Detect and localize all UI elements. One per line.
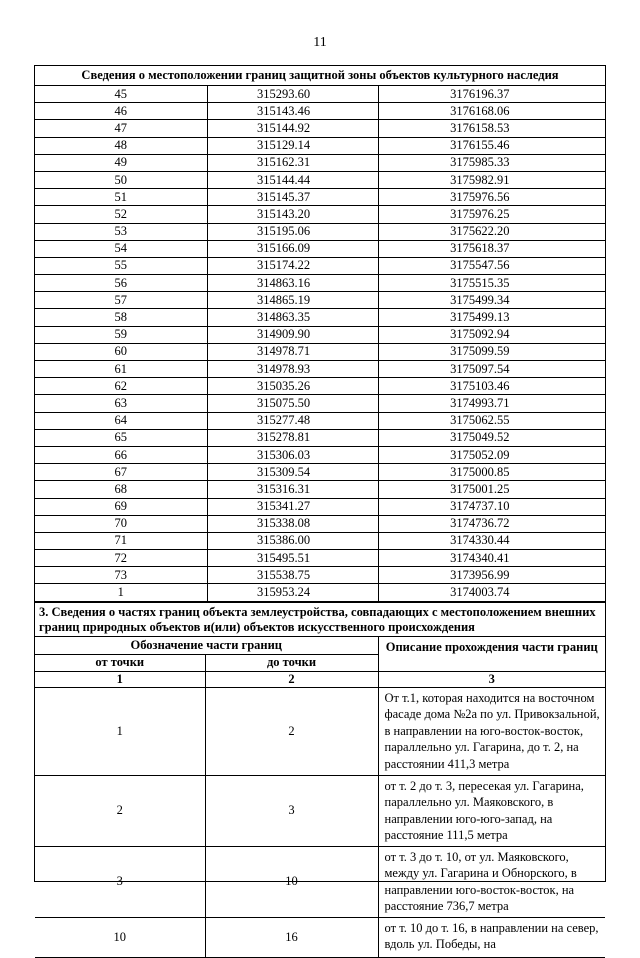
coordinate-row	[35, 309, 605, 326]
point-number: 49	[35, 154, 207, 171]
coordinate-x: 315143.20	[207, 206, 378, 223]
column-number-3: 3	[378, 671, 605, 687]
to-point: 10	[205, 846, 378, 917]
point-number: 60	[35, 343, 207, 360]
coordinate-row	[35, 446, 605, 463]
coordinate-x: 314865.19	[207, 292, 378, 309]
coordinate-row	[35, 326, 605, 343]
coordinate-y: 3175976.56	[378, 189, 605, 206]
point-number: 56	[35, 275, 207, 292]
section1-title: Сведения о местоположении границ защитной зоны объектов культурного наследия	[35, 66, 605, 86]
point-number: 55	[35, 257, 207, 274]
point-number: 68	[35, 481, 207, 498]
column-number-2: 2	[205, 671, 378, 687]
point-number: 57	[35, 292, 207, 309]
coordinate-y: 3174736.72	[378, 515, 605, 532]
coordinate-y: 3175000.85	[378, 464, 605, 481]
coordinate-row	[35, 103, 605, 120]
coordinate-x: 315293.60	[207, 86, 378, 103]
point-number: 70	[35, 515, 207, 532]
coordinate-row	[35, 481, 605, 498]
coordinate-x: 315277.48	[207, 412, 378, 429]
coordinate-row	[35, 86, 605, 103]
coordinate-row	[35, 550, 605, 567]
point-number: 62	[35, 378, 207, 395]
coordinate-y: 3175103.46	[378, 378, 605, 395]
coordinate-y: 3175049.52	[378, 429, 605, 446]
coordinate-y: 3175618.37	[378, 240, 605, 257]
point-number: 72	[35, 550, 207, 567]
coordinate-row	[35, 395, 605, 412]
boundary-description: от т. 3 до т. 10, от ул. Маяковского, между ул. Гагарина и Обнорского, в направлении юго-восток-восток, на расстояние 736,7 метра	[378, 846, 605, 917]
point-number: 73	[35, 567, 207, 584]
point-number: 47	[35, 120, 207, 137]
coordinate-y: 3175976.25	[378, 206, 605, 223]
boundary-part-row	[35, 687, 605, 775]
boundary-description: от т. 10 до т. 16, в направлении на север, вдоль ул. Победы, на	[378, 917, 605, 957]
coordinate-x: 314863.16	[207, 275, 378, 292]
header-description: Описание прохождения части границ	[378, 636, 605, 671]
point-number: 61	[35, 361, 207, 378]
coordinate-row	[35, 532, 605, 549]
coordinate-row	[35, 257, 605, 274]
coordinate-x: 315306.03	[207, 446, 378, 463]
point-number: 46	[35, 103, 207, 120]
coordinate-row	[35, 206, 605, 223]
coordinate-row	[35, 275, 605, 292]
coordinate-y: 3173956.99	[378, 567, 605, 584]
point-number: 58	[35, 309, 207, 326]
coordinate-x: 315075.50	[207, 395, 378, 412]
coordinate-y: 3175097.54	[378, 361, 605, 378]
coordinate-row	[35, 378, 605, 395]
coordinate-x: 315338.08	[207, 515, 378, 532]
coordinate-x: 315144.44	[207, 171, 378, 188]
coordinate-x: 315195.06	[207, 223, 378, 240]
from-point: 1	[35, 687, 205, 775]
to-point: 3	[205, 775, 378, 846]
point-number: 69	[35, 498, 207, 515]
coordinate-x: 315166.09	[207, 240, 378, 257]
coordinate-y: 3175515.35	[378, 275, 605, 292]
coordinate-row	[35, 464, 605, 481]
coordinate-x: 315035.26	[207, 378, 378, 395]
coordinate-y: 3176168.06	[378, 103, 605, 120]
coordinate-row	[35, 292, 605, 309]
coordinates-table	[35, 86, 605, 602]
point-number: 65	[35, 429, 207, 446]
point-number: 53	[35, 223, 207, 240]
coordinate-row	[35, 412, 605, 429]
point-number: 67	[35, 464, 207, 481]
coordinate-y: 3174340.41	[378, 550, 605, 567]
coordinate-x: 315174.22	[207, 257, 378, 274]
coordinate-x: 315495.51	[207, 550, 378, 567]
point-number: 71	[35, 532, 207, 549]
coordinate-row	[35, 515, 605, 532]
coordinate-x: 314978.71	[207, 343, 378, 360]
coordinate-y: 3175547.56	[378, 257, 605, 274]
coordinate-y: 3175062.55	[378, 412, 605, 429]
coordinate-x: 315341.27	[207, 498, 378, 515]
coordinate-row	[35, 137, 605, 154]
coordinate-x: 315162.31	[207, 154, 378, 171]
coordinate-y: 3174003.74	[378, 584, 605, 601]
page-number: 11	[313, 35, 327, 50]
coordinate-y: 3175099.59	[378, 343, 605, 360]
section3-title: 3. Сведения о частях границ объекта землеустройства, совпадающих с местоположением внешних границ природных объектов и(или) объектов искусственного происхождения	[35, 602, 605, 636]
coordinate-x: 315129.14	[207, 137, 378, 154]
coordinate-y: 3174330.44	[378, 532, 605, 549]
coordinate-y: 3175982.91	[378, 171, 605, 188]
point-number: 48	[35, 137, 207, 154]
boundary-part-row	[35, 917, 605, 957]
coordinate-row	[35, 498, 605, 515]
coordinate-x: 314863.35	[207, 309, 378, 326]
boundary-part-row	[35, 846, 605, 917]
coordinate-row	[35, 223, 605, 240]
coordinate-y: 3175622.20	[378, 223, 605, 240]
coordinate-row	[35, 154, 605, 171]
coordinate-row	[35, 189, 605, 206]
coordinate-y: 3175499.13	[378, 309, 605, 326]
coordinate-row	[35, 429, 605, 446]
point-number: 50	[35, 171, 207, 188]
point-number: 59	[35, 326, 207, 343]
header-from-point: от точки	[35, 654, 205, 671]
coordinate-y: 3174993.71	[378, 395, 605, 412]
coordinate-y: 3175092.94	[378, 326, 605, 343]
coordinate-x: 315386.00	[207, 532, 378, 549]
coordinate-y: 3176155.46	[378, 137, 605, 154]
coordinate-row	[35, 361, 605, 378]
coordinate-x: 315143.46	[207, 103, 378, 120]
coordinate-y: 3176158.53	[378, 120, 605, 137]
coordinate-row	[35, 567, 605, 584]
boundary-description: от т. 2 до т. 3, пересекая ул. Гагарина, параллельно ул. Маяковского, в направлении юго-юго-запад, на расстояние 111,5 метра	[378, 775, 605, 846]
column-number-1: 1	[35, 671, 205, 687]
document-frame	[34, 65, 606, 952]
boundary-part-row	[35, 775, 605, 846]
coordinate-row	[35, 343, 605, 360]
coordinate-row	[35, 584, 605, 601]
point-number: 66	[35, 446, 207, 463]
coordinate-x: 315538.75	[207, 567, 378, 584]
point-number: 52	[35, 206, 207, 223]
from-point: 3	[35, 846, 205, 917]
coordinate-row	[35, 171, 605, 188]
boundary-parts-table	[35, 636, 605, 958]
coordinate-y: 3175001.25	[378, 481, 605, 498]
point-number: 54	[35, 240, 207, 257]
coordinate-y: 3174737.10	[378, 498, 605, 515]
to-point: 16	[205, 917, 378, 957]
point-number: 63	[35, 395, 207, 412]
coordinate-x: 315953.24	[207, 584, 378, 601]
coordinate-x: 314909.90	[207, 326, 378, 343]
coordinate-y: 3175052.09	[378, 446, 605, 463]
header-boundary-designation: Обозначение части границ	[35, 636, 378, 654]
point-number: 64	[35, 412, 207, 429]
from-point: 2	[35, 775, 205, 846]
point-number: 51	[35, 189, 207, 206]
boundary-description: От т.1, которая находится на восточном фасаде дома №2а по ул. Привокзальной, в направлении на юго-восток-восток, параллельно ул. Гагарина, до т. 2, на расстоянии 411,3 метра	[378, 687, 605, 775]
coordinate-y: 3175985.33	[378, 154, 605, 171]
coordinate-x: 314978.93	[207, 361, 378, 378]
coordinate-x: 315316.31	[207, 481, 378, 498]
coordinate-y: 3176196.37	[378, 86, 605, 103]
coordinate-x: 315144.92	[207, 120, 378, 137]
coordinate-row	[35, 240, 605, 257]
coordinate-x: 315309.54	[207, 464, 378, 481]
coordinate-y: 3175499.34	[378, 292, 605, 309]
coordinate-x: 315145.37	[207, 189, 378, 206]
from-point: 10	[35, 917, 205, 957]
point-number: 1	[35, 584, 207, 601]
header-to-point: до точки	[205, 654, 378, 671]
to-point: 2	[205, 687, 378, 775]
coordinate-x: 315278.81	[207, 429, 378, 446]
point-number: 45	[35, 86, 207, 103]
coordinate-row	[35, 120, 605, 137]
